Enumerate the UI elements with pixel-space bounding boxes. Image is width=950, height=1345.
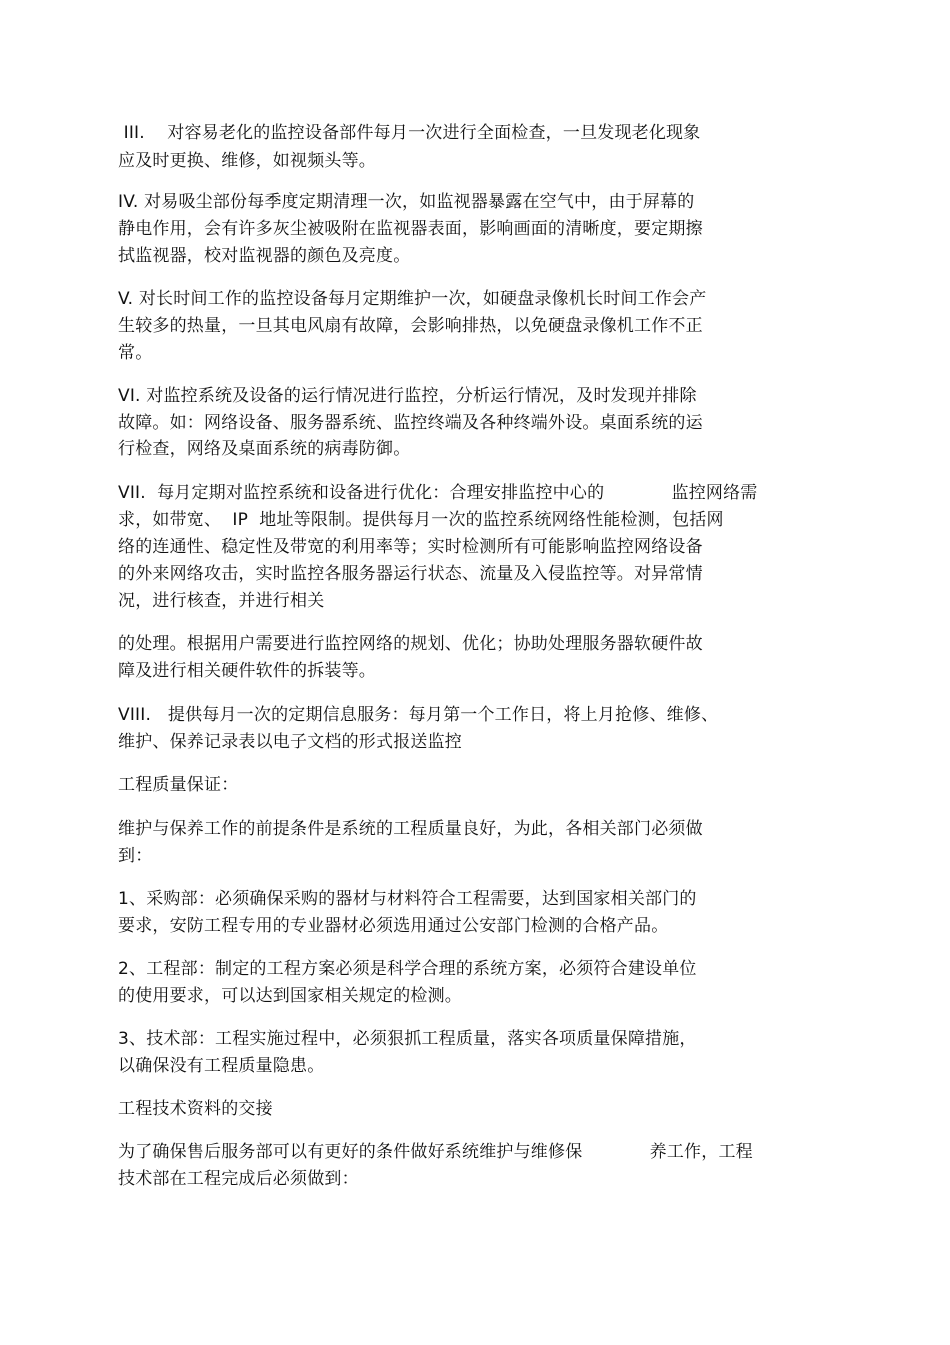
paragraph-iii-line-1: III. 对容易老化的监控设备部件每月一次进行全面检查，一旦发现老化现象 [118,123,701,143]
quality-item-1-line-2: 要求，安防工程专用的专业器材必须选用通过公安部门检测的合格产品。 [118,916,669,936]
heading-quality-assurance: 工程质量保证： [118,775,239,795]
quality-item-3-line-1: 3、技术部：工程实施过程中，必须狠抓工程质量，落实各项质量保障措施， [118,1029,697,1049]
paragraph-vi-line-3: 行检查，网络及桌面系统的病毒防御。 [118,439,411,459]
paragraph-iv-line-3: 拭监视器，校对监视器的颜色及亮度。 [118,246,411,266]
quality-item-2-line-1: 2、工程部：制定的工程方案必须是科学合理的系统方案，必须符合建设单位 [118,959,697,979]
handover-line-1: 为了确保售后服务部可以有更好的条件做好系统维护与维修保 养工作，工程 [118,1142,753,1162]
paragraph-vii-cont-line-1: 的处理。根据用户需要进行监控网络的规划、优化；协助处理服务器软硬件故 [118,634,703,654]
paragraph-vii-line-4: 的外来网络攻击，实时监控各服务器运行状态、流量及入侵监控等。对异常情 [118,564,703,584]
paragraph-iii-line-2: 应及时更换、维修，如视频头等。 [118,151,376,171]
quality-item-2-line-2: 的使用要求，可以达到国家相关规定的检测。 [118,986,462,1006]
paragraph-vi-line-2: 故障。如：网络设备、服务器系统、监控终端及各种终端外设。桌面系统的运 [118,413,703,433]
heading-technical-handover: 工程技术资料的交接 [118,1099,273,1119]
paragraph-vi-line-1: VI. 对监控系统及设备的运行情况进行监控，分析运行情况，及时发现并排除 [118,386,697,406]
paragraph-vii-line-2: 求，如带宽、 IP 地址等限制。提供每月一次的监控系统网络性能检测，包括网 [118,510,724,530]
paragraph-v-line-3: 常。 [118,343,153,363]
quality-item-3-line-2: 以确保没有工程质量隐患。 [118,1056,325,1076]
paragraph-viii-line-2: 维护、保养记录表以电子文档的形式报送监控 [118,732,462,752]
paragraph-v-line-2: 生较多的热量，一旦其电风扇有故障，会影响排热，以免硬盘录像机工作不正 [118,316,703,336]
paragraph-vii-cont-line-2: 障及进行相关硬件软件的拆装等。 [118,661,376,681]
quality-intro-line-1: 维护与保养工作的前提条件是系统的工程质量良好，为此，各相关部门必须做 [118,819,703,839]
quality-intro-line-2: 到： [118,846,153,866]
paragraph-viii-line-1: VIII. 提供每月一次的定期信息服务：每月第一个工作日，将上月抢修、维修、 [118,705,719,725]
paragraph-iv-line-1: IV. 对易吸尘部份每季度定期清理一次，如监视器暴露在空气中，由于屏幕的 [118,192,695,212]
paragraph-v-line-1: V. 对长时间工作的监控设备每月定期维护一次，如硬盘录像机长时间工作会产 [118,289,707,309]
paragraph-vii-line-1: VII. 每月定期对监控系统和设备进行优化：合理安排监控中心的 监控网络需 [118,483,758,503]
quality-item-1-line-1: 1、采购部：必须确保采购的器材与材料符合工程需要，达到国家相关部门的 [118,889,697,909]
paragraph-iv-line-2: 静电作用，会有许多灰尘被吸附在监视器表面，影响画面的清晰度，要定期擦 [118,219,703,239]
paragraph-vii-line-5: 况，进行核查，并进行相关 [118,591,325,611]
paragraph-vii-line-3: 络的连通性、稳定性及带宽的利用率等；实时检测所有可能影响监控网络设备 [118,537,703,557]
handover-line-2: 技术部在工程完成后必须做到： [118,1169,359,1189]
